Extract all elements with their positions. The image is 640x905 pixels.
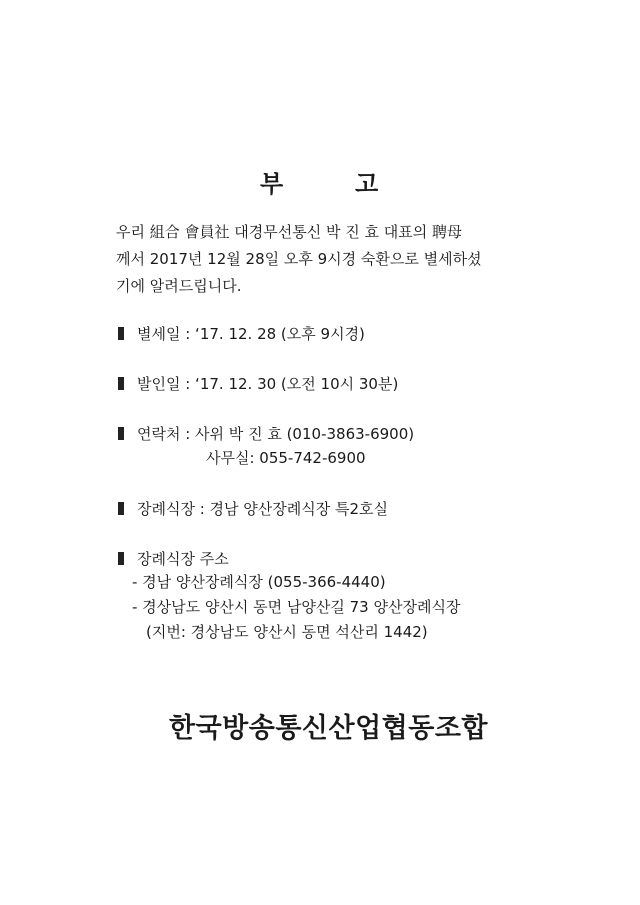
death-date-text: 별세일 : ‘17. 12. 28 (오후 9시경) (137, 325, 365, 343)
contact-text: 연락처 : 사위 박 진 효 (010-3863-6900) (137, 425, 415, 443)
intro-line-1: 우리 組合 會員社 대경무선통신 박 진 효 대표의 聘母 (116, 223, 463, 241)
title-char-1: 부 (260, 170, 284, 198)
bullet-marker (118, 552, 124, 565)
contact-item (118, 423, 414, 444)
funeral-hall-text: 장례식장 : 경남 양산장례식장 특2호실 (137, 500, 389, 518)
address-heading-text: 장례식장 주소 (137, 550, 229, 568)
bullet-marker (118, 502, 124, 515)
organization-name: 한국방송통신산업협동조합 (169, 713, 488, 744)
address-line-1: - 경남 양산장례식장 (055-366-4440) (132, 573, 386, 591)
death-date-item (118, 323, 365, 344)
burial-date-item (118, 373, 398, 394)
intro-line-2: 께서 2017년 12월 28일 오후 9시경 숙환으로 별세하셨 (116, 250, 482, 268)
burial-date-text: 발인일 : ‘17. 12. 30 (오전 10시 30분) (137, 375, 399, 393)
address-heading-item (118, 548, 229, 569)
intro-line-3: 기에 알려드립니다. (116, 277, 242, 295)
bullet-marker (118, 327, 124, 340)
funeral-hall-item (118, 498, 388, 519)
title-char-2: 고 (355, 170, 379, 198)
office-phone: 사무실: 055-742-6900 (206, 449, 366, 467)
bullet-marker (118, 427, 124, 440)
address-line-3: (지번: 경상남도 양산시 동면 석산리 1442) (146, 623, 428, 641)
address-line-2: - 경상남도 양산시 동면 남양산길 73 양산장례식장 (132, 598, 461, 616)
bullet-marker (118, 377, 124, 390)
